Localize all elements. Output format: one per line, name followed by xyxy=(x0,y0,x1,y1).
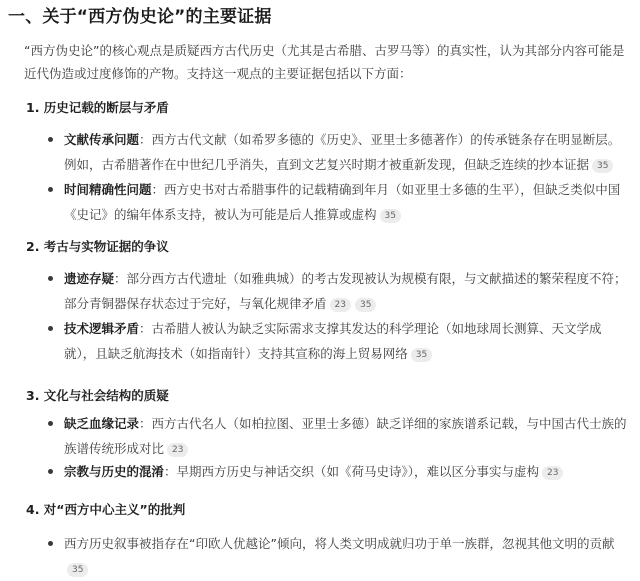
list-item xyxy=(64,316,630,366)
list-item xyxy=(64,266,630,316)
list-item xyxy=(64,531,630,581)
item-text: ：西方古代名人（如柏拉图、亚里士多德）缺乏详细的家族谱系记载，与中国古代士族的族谱传统形成对比 xyxy=(64,416,627,456)
section-title-1: 1. 历史记载的断层与矛盾 xyxy=(26,100,169,115)
main-heading: 一、关于“西方伪史论”的主要证据 xyxy=(8,7,272,27)
item-text: ：西方古代文献（如希罗多德的《历史》、亚里士多德著作）的传承链条存在明显断层。例如，古希腊著作在中世纪几乎消失，直到文艺复兴时期才被重新发现，但缺乏连续的抄本证据 xyxy=(64,132,621,172)
item-text: ：西方史书对古希腊事件的记载精确到年月（如亚里士多德的生平），但缺乏类似中国《史记》的编年体系支持，被认为可能是后人推算或虚构 xyxy=(64,182,621,222)
bullet-dot xyxy=(48,137,53,142)
citation-badge[interactable]: 35 xyxy=(67,563,88,577)
citation-badge[interactable]: 35 xyxy=(355,298,376,312)
citation-badge[interactable]: 23 xyxy=(167,443,188,457)
item-text: 西方历史叙事被指存在“印欧人优越论”倾向，将人类文明成就归功于单一族群，忽视其他文明的贡献 xyxy=(64,536,615,551)
section-title-4: 4. 对“西方中心主义”的批判 xyxy=(26,502,186,517)
section-title-2: 2. 考古与实物证据的争议 xyxy=(26,239,169,254)
bullet-dot xyxy=(48,541,53,546)
bullet-dot xyxy=(48,469,53,474)
intro-paragraph: “西方伪史论”的核心观点是质疑西方古代历史（尤其是古希腊、古罗马等）的真实性，认为其部分内容可能是近代伪造或过度修饰的产物。支持这一观点的主要证据包括以下方面： xyxy=(24,43,625,81)
item-text: ：早期西方历史与神话交织（如《荷马史诗》），难以区分事实与虚构 xyxy=(164,464,540,479)
section-title-3: 3. 文化与社会结构的质疑 xyxy=(26,388,169,403)
item-text: ：部分西方古代遗址（如雅典城）的考古发现被认为规模有限，与文献描述的繁荣程度不符；部分青铜器保存状态过于完好，与氧化规律矛盾 xyxy=(64,271,627,311)
list-item xyxy=(64,177,630,227)
item-term: 缺乏血缘记录 xyxy=(64,416,140,431)
item-term: 技术逻辑矛盾 xyxy=(64,321,140,336)
citation-badge[interactable]: 35 xyxy=(411,348,432,362)
citation-badge[interactable]: 23 xyxy=(542,466,563,480)
bullet-dot xyxy=(48,326,53,331)
list-item xyxy=(64,411,630,461)
bullet-dot xyxy=(48,187,53,192)
bullet-dot xyxy=(48,276,53,281)
citation-badge[interactable]: 35 xyxy=(592,159,613,173)
item-term: 宗教与历史的混淆 xyxy=(64,464,165,479)
citation-badge[interactable]: 35 xyxy=(380,209,401,223)
bullet-dot xyxy=(48,421,53,426)
list-item xyxy=(64,127,630,177)
item-term: 遗迹存疑 xyxy=(64,271,115,286)
item-term: 时间精确性问题 xyxy=(64,182,152,197)
list-item xyxy=(64,459,630,484)
item-text: ：古希腊人被认为缺乏实际需求支撑其发达的科学理论（如地球周长测算、天文学成就），且缺乏航海技术（如指南针）支持其宣称的海上贸易网络 xyxy=(64,321,602,361)
item-term: 文献传承问题 xyxy=(64,132,140,147)
citation-badge[interactable]: 23 xyxy=(330,298,351,312)
